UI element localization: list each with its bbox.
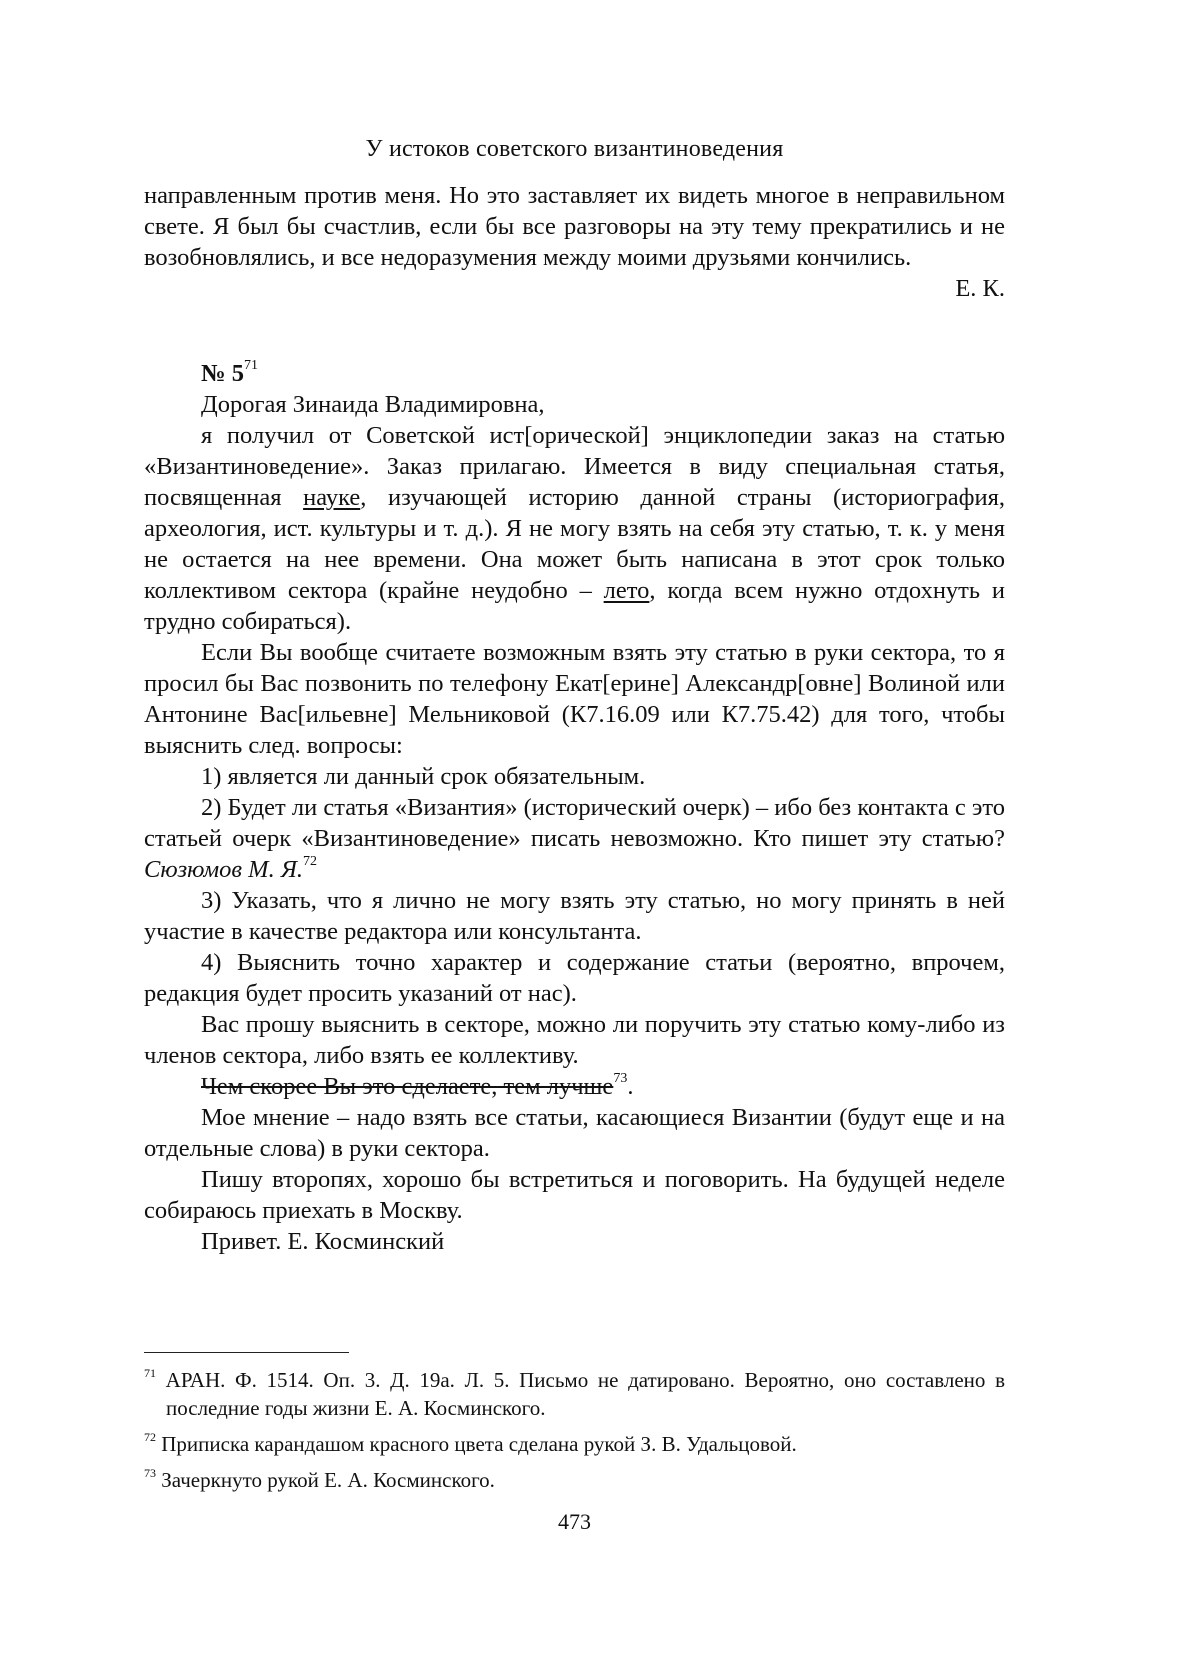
footnote-ref-72[interactable]: 72 [303,853,318,869]
document-number-heading [144,358,1005,389]
footnote-number: 72 [144,1430,156,1444]
footnote-72 [144,1430,1005,1458]
main-text [144,180,1005,1257]
letter-paragraph-1 [144,420,1005,637]
section-spacer [144,304,1005,358]
underlined-word-nauke: науке [303,484,361,511]
footnote-number: 73 [144,1466,156,1480]
footnote-text: Приписка карандашом красного цвета сделана рукой З. В. Удальцовой. [156,1432,797,1456]
struck-through-text: Чем скорее Вы это сделаете, тем лучше [201,1073,614,1100]
struck-through-line [144,1071,1005,1102]
footnote-text: Зачеркнуто рукой Е. А. Косминского. [156,1468,495,1492]
footnote-ref-73[interactable]: 73 [613,1070,628,1086]
letter-closing: Привет. Е. Косминский [201,1228,445,1255]
question-2-text: 2) Будет ли статья «Византия» (исторический очерк) – ибо без контакта с это статьей очерк «Византиноведение» писать невозможно. Кто пишет эту статью? [144,794,1005,852]
footnote-divider [144,1352,349,1353]
document-page [144,0,1005,1671]
letter-paragraph-4: Мое мнение – надо взять все статьи, касающиеся Византии (будут еще и на отдельные слова) в руки сектора. [144,1104,1005,1162]
letter-paragraph-5: Пишу второпях, хорошо бы встретиться и поговорить. На будущей неделе собираюсь приехать в Москву. [144,1166,1005,1224]
footnote-text: АРАН. Ф. 1514. Оп. 3. Д. 19а. Л. 5. Письмо не датировано. Вероятно, оно составлено в последние годы жизни Е. А. Косминского. [156,1368,1005,1420]
question-4: 4) Выяснить точно характер и содержание статьи (вероятно, впрочем, редакция будет просить указаний от нас). [144,949,1005,1007]
underlined-word-leto: лето [603,577,650,604]
question-3: 3) Указать, что я лично не могу взять эту статью, но могу принять в ней участие в качестве редактора или консультанта. [144,887,1005,945]
running-header: У истоков советского византиноведения [365,136,784,162]
letter-4-closing-paragraph: направленным против меня. Но это заставляет их видеть многое в неправильном свете. Я был бы счастлив, если бы все разговоры на эту тему прекратились и не возобновлялись, и все недоразумения между моими друзьями кончились. [144,182,1005,271]
struck-line-period: . [627,1073,634,1100]
footnote-ref-71[interactable]: 71 [244,357,258,373]
question-1: 1) является ли данный срок обязательным. [201,763,646,790]
question-2 [144,792,1005,885]
letter-paragraph-2: Если Вы вообще считаете возможным взять эту статью в руки сектора, то я просил бы Вас позвонить по телефону Екат[ерине] Александр[овне] Волиной или Антонине Вас[ильевне] Мельниковой (К7.16.09 или К7.75.42) для того, чтобы выяснить след. вопросы: [144,639,1005,759]
footnote-number: 71 [144,1366,156,1380]
letter-salutation: Дорогая Зинаида Владимировна, [201,391,545,418]
footnote-71 [144,1366,1005,1422]
document-number: № 5 [201,360,244,387]
paragraph-1-part-a: я получил от Советской ист[орической] энциклопедии заказ на статью «Византиноведение». Заказ прилагаю. Имеется в виду специальная статья, посвященная [144,422,1005,511]
footnote-73 [144,1466,1005,1494]
paragraph-1-part-c: , когда всем нужно отдохнуть и трудно собираться). [144,577,1005,635]
footnotes-section [144,1366,1005,1502]
paragraph-1-part-b: , изучающей историю данной страны (историография, археология, ист. культуры и т. д.). Я не могу взять на себя эту статью, т. к. у меня не остается на нее времени. Она может быть написана в этот срок только коллективом сектора (крайне неудобно – [144,484,1005,604]
letter-paragraph-3: Вас прошу выяснить в секторе, можно ли поручить эту статью кому-либо из членов сектора, либо взять ее коллективу. [144,1011,1005,1069]
letter-4-signature: Е. К. [955,275,1005,302]
question-2-annotation: Сюзюмов М. Я. [144,856,304,883]
page-number: 473 [558,1509,591,1534]
